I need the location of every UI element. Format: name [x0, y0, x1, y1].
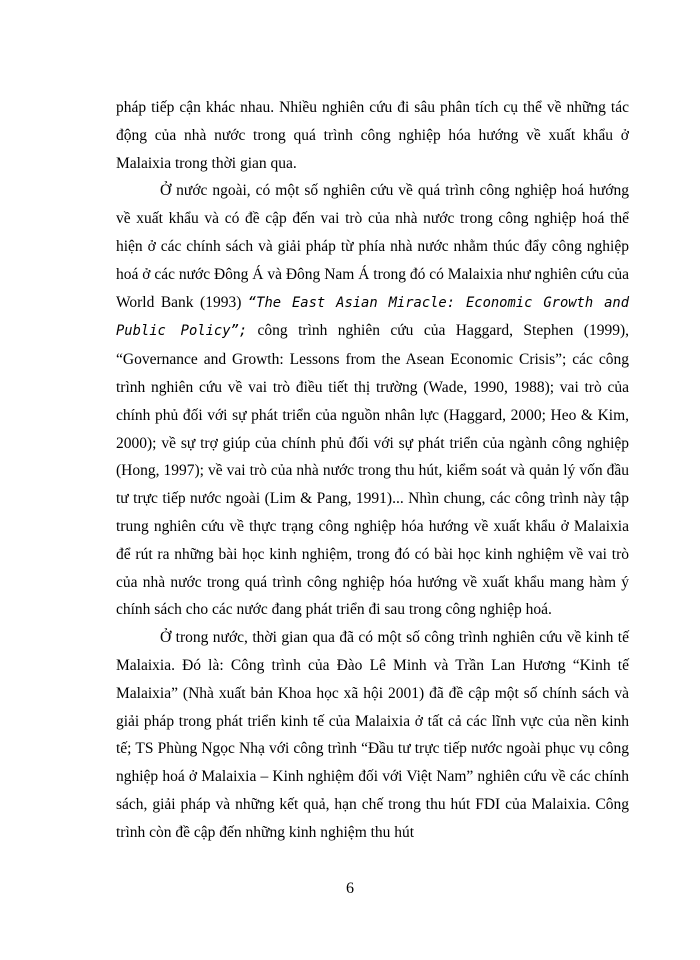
paragraph-2-text-after: công trình nghiên cứu của Haggard, Stephen (1999), “Governance and Growth: Lessons from the Asean Economic Crisis”; các công trình nghiên cứu về vai trò điều tiết thị trường (Wade, 1990, 1988); vai trò của chính phủ đối với sự phát triển của nguồn nhân lực (Haggard, 2000; Heo & Kim, 2000); về sự trợ giúp của chính phủ đối với sự phát triển của ngành công nghiệp (Hong, 1997); về vai trò của nhà nước trong thu hút, kiểm soát và quản lý vốn đầu tư trực tiếp nước ngoài (Lim & Pang, 1991)... Nhìn chung, các công trình này tập trung nghiên cứu về thực trạng công nghiệp hóa hướng về xuất khẩu ở Malaixia để rút ra những bài học kinh nghiệm, trong đó có bài học kinh nghiệm về vai trò của nhà nước trong quá trình công nghiệp hóa hướng về xuất khẩu mang hàm ý chính sách cho các nước đang phát triển đi sau trong công nghiệp hoá. — [116, 322, 629, 619]
paragraph-3: Ở trong nước, thời gian qua đã có một số công trình nghiên cứu về kinh tế Malaixia. Đó là: Công trình của Đào Lê Minh và Trần Lan Hương “Kinh tế Malaixia” (Nhà xuất bản Khoa học xã hội 2001) đã đề cập một số chính sách và giải pháp trong phát triển kinh tế của Malaixia ở tất cả các lĩnh vực của nền kinh tế; TS Phùng Ngọc Nhạ với công trình “Đầu tư trực tiếp nước ngoài phục vụ công nghiệp hoá ở Malaixia – Kinh nghiệm đối với Việt Nam” nghiên cứu về các chính sách, giải pháp và những kết quả, hạn chế trong thu hút FDI của Malaixia. Công trình còn đề cập đến những kinh nghiệm thu hút — [116, 629, 629, 841]
page-number: 6 — [346, 880, 354, 897]
paragraph-2-text-before: Ở nước ngoài, có một số nghiên cứu về quá trình công nghiệp hoá hướng về xuất khẩu và có đề cập đến vai trò của nhà nước trong công nghiệp hoá thể hiện ở các chính sách và giải pháp từ phía nhà nước nhằm thúc đẩy công nghiệp hoá ở các nước Đông Á và Đông Nam Á trong đó có Malaixia như nghiên cứu của World Bank (1993) — [116, 182, 629, 311]
paragraph-2 — [116, 177, 629, 624]
paragraph-1: pháp tiếp cận khác nhau. Nhiều nghiên cứu đi sâu phân tích cụ thể về những tác động của nhà nước trong quá trình công nghiệp hóa hướng về xuất khẩu ở Malaixia trong thời gian qua. — [116, 99, 629, 172]
body-text — [116, 94, 629, 847]
book-title-italic: “The East Asian Miracle: Economic Growth and Public Policy”; — [116, 294, 629, 340]
